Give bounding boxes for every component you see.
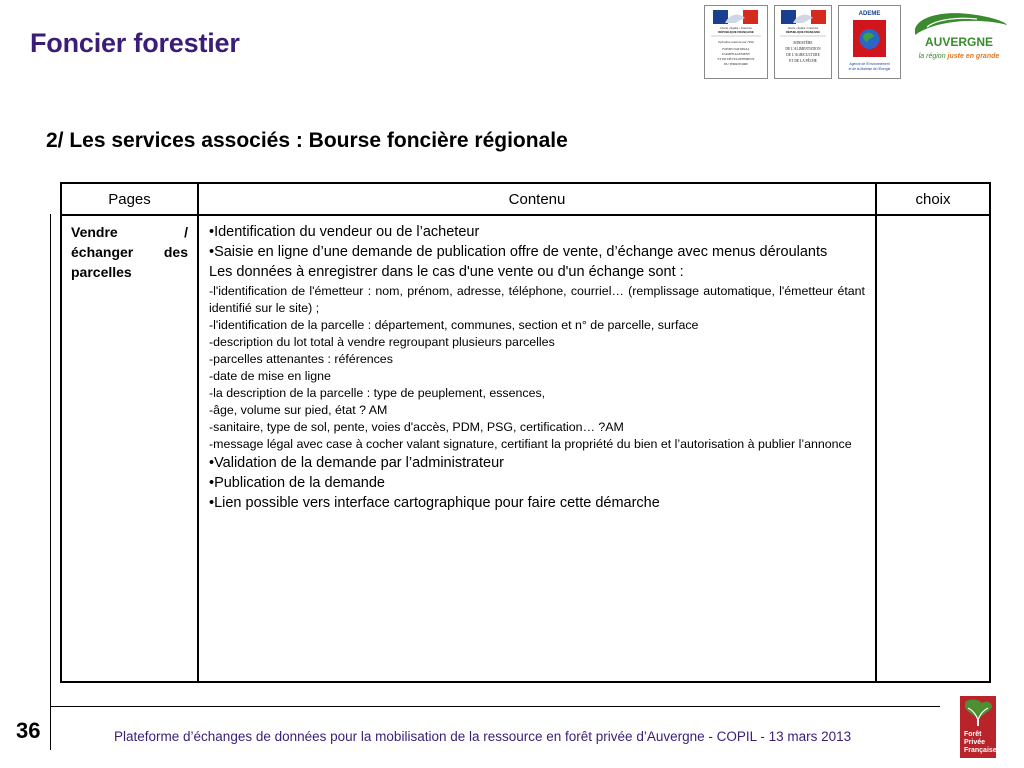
svg-text:et de la Maîtrise de l'Énergie: et de la Maîtrise de l'Énergie [848,67,891,71]
auvergne-leaf-icon [907,5,1013,77]
section-subtitle: 2/ Les services associés : Bourse foncière régionale [46,129,568,152]
svg-text:RÉPUBLIQUE FRANÇAISE: RÉPUBLIQUE FRANÇAISE [785,31,821,34]
svg-text:Forêt: Forêt [964,731,982,738]
list-item: -message légal avec case à cocher valant signature, certifiant la propriété du bien et l’autorisation à publier l’annonce [209,437,852,451]
fpf-tree-icon [960,696,996,758]
footer-text: Plateforme d’échanges de données pour la mobilisation de la ressource en forêt privée d’Auvergne - COPIL - 13 mars 2013 [114,729,852,744]
svg-text:Privée: Privée [964,739,986,746]
list-item: -la description de la parcelle : type de peuplement, essences, [209,386,546,400]
column-header-contenu: Contenu [198,183,876,215]
svg-text:ET DE DÉVELOPPEMENT: ET DE DÉVELOPPEMENT [717,57,755,61]
page-number: 36 [16,718,41,743]
bullet-validation: •Validation de la demande par l’administrateur [209,455,504,471]
data-intro: Les données à enregistrer dans le cas d'une vente ou d'un échange sont : [209,264,684,280]
prefecture-logo [704,5,768,79]
list-item: -sanitaire, type de sol, pente, voies d'accès, PDM, PSG, certification… ?AM [209,420,624,434]
list-item: -âge, volume sur pied, état ? AM [209,403,388,417]
svg-text:DU TERRITOIRE: DU TERRITOIRE [724,62,748,66]
svg-text:MINISTÈRE: MINISTÈRE [793,41,813,45]
svg-text:DE L'ALIMENTATION: DE L'ALIMENTATION [785,47,821,51]
left-divider-line [50,214,51,750]
contenu-cell [198,215,876,682]
svg-text:ET DE LA PÊCHE: ET DE LA PÊCHE [789,59,817,63]
list-item: -description du lot total à vendre regroupant plusieurs parcelles [209,335,555,349]
svg-text:D'AMÉNAGEMENT: D'AMÉNAGEMENT [722,52,750,56]
ministere-logo [774,5,832,79]
footer-divider-line [50,706,940,707]
marianne-flag-icon [705,6,767,78]
marianne-flag-icon [775,6,831,78]
list-item: -date de mise en ligne [209,369,331,383]
svg-text:la région juste en grande: la région juste en grande [918,53,1000,60]
svg-text:FONDS NATIONAL: FONDS NATIONAL [722,47,750,51]
column-header-choix: choix [876,183,990,215]
svg-text:Liberté • Égalité • Fraternité: Liberté • Égalité • Fraternité [787,27,819,30]
svg-text:AUVERGNE: AUVERGNE [924,35,994,49]
svg-text:DE L'AGRICULTURE: DE L'AGRICULTURE [786,53,820,57]
choix-cell [876,215,990,682]
svg-text:ADEME: ADEME [858,11,881,17]
foret-privee-francaise-logo [960,696,996,758]
bullet-saisie: •Saisie en ligne d’une demande de publication offre de vente, d’échange avec menus déroulants [209,244,828,260]
svg-text:Opération soutenue par l'État: Opération soutenue par l'État [718,40,754,44]
data-fields-list [209,283,865,453]
svg-text:Française: Française [964,747,996,754]
list-item: -l'identification de la parcelle : département, communes, section et n° de parcelle, surface [209,318,699,332]
svg-text:Agence de l'Environnement: Agence de l'Environnement [849,62,890,66]
services-table [60,182,991,683]
column-header-pages: Pages [61,183,198,215]
bullet-lien-cartographique: •Lien possible vers interface cartographique pour faire cette démarche [209,495,660,511]
ademe-emblem-icon [839,6,900,78]
svg-text:Liberté • Égalité • Fraternité: Liberté • Égalité • Fraternité [720,27,752,30]
bullet-identification: •Identification du vendeur ou de l’acheteur [209,224,480,240]
auvergne-logo [907,5,1013,79]
svg-text:RÉPUBLIQUE FRANÇAISE: RÉPUBLIQUE FRANÇAISE [718,30,754,34]
bullet-publication: •Publication de la demande [209,475,385,491]
page-title: Foncier forestier [30,28,240,58]
pages-cell: Vendre / échanger des parcelles [61,215,198,682]
table-header-row [61,183,990,215]
ademe-logo [838,5,901,79]
list-item: -l'identification de l'émetteur : nom, prénom, adresse, téléphone, courriel… (remplissage automatique, l'émetteur étant identifié sur le site) ; [209,284,865,315]
table-row [61,215,990,682]
list-item: -parcelles attenantes : références [209,352,393,366]
